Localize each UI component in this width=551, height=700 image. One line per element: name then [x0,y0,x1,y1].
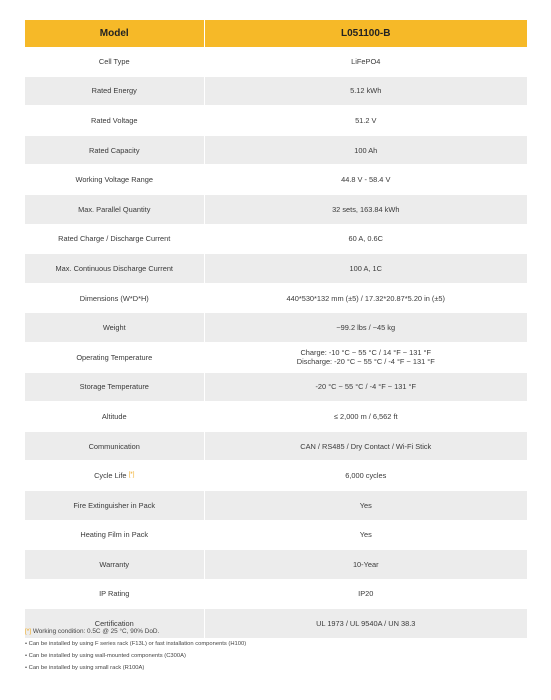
spec-value-text: 100 Ah [354,145,378,155]
spec-label-text: Fire Extinguisher in Pack [73,500,156,510]
spec-label [25,550,204,580]
footnote [25,628,527,635]
spec-value-text: CAN / RS485 / Dry Contact / Wi-Fi Stick [300,441,432,451]
spec-value-text: Yes [359,500,372,510]
spec-label-text: Rated Charge / Discharge Current [58,234,171,244]
spec-label-text: Rated Capacity [88,145,140,155]
spec-label [25,254,204,284]
spec-label-text: Rated Energy [91,86,137,96]
spec-value [204,550,527,580]
footnote-ref: [*] [25,628,32,635]
spec-value [204,135,527,165]
spec-label-text: Weight [102,323,126,333]
footnote-text: Working condition: 0.5C @ 25 °C, 90% DoD. [31,628,160,635]
spec-label-text: Cycle Life [94,471,127,481]
spec-value [204,283,527,313]
table-row [25,520,527,550]
spec-value-text: IP20 [358,589,374,599]
installation-notes [25,641,527,671]
spec-value [204,490,527,520]
table-row [25,431,527,461]
table-row [25,342,527,372]
spec-value [204,402,527,432]
spec-value [204,254,527,284]
spec-value-text: UL 1973 / UL 9540A / UN 38.3 [316,619,416,629]
spec-label-text: Heating Film in Pack [80,530,149,540]
table-row [25,490,527,520]
spec-value [204,313,527,343]
table-row [25,224,527,254]
spec-label [25,106,204,136]
spec-label-text: Communication [88,441,140,451]
spec-value [204,520,527,550]
spec-label [25,490,204,520]
spec-table-body [25,47,527,638]
spec-value-text: -20 °C ~ 55 °C / -4 °F ~ 131 °F [315,382,417,392]
spec-value-text: LiFePO4 [351,56,381,66]
table-row [25,283,527,313]
spec-value-text: 32 sets, 163.84 kWh [332,204,400,214]
table-row [25,194,527,224]
spec-value-text: 100 A, 1C [349,263,382,273]
spec-label [25,135,204,165]
spec-label-text: Certification [94,619,134,629]
spec-value [204,342,527,372]
spec-value [204,194,527,224]
spec-label-text: Storage Temperature [79,382,149,392]
spec-value-text: 44.8 V - 58.4 V [341,175,391,185]
notes-section [25,628,527,677]
table-row [25,135,527,165]
spec-value [204,579,527,609]
spec-label-text: Max. Parallel Quantity [78,204,151,214]
spec-label [25,431,204,461]
spec-label [25,47,204,76]
spec-value [204,372,527,402]
spec-footnote-ref: [*] [128,471,135,479]
spec-value-line: Charge: -10 °C ~ 55 °C / 14 °F ~ 131 °F [300,348,432,358]
note-item: • Can be installed by using small rack (R100A) [25,665,527,671]
spec-label [25,283,204,313]
spec-label [25,579,204,609]
table-row [25,461,527,491]
spec-label-text: Altitude [101,411,127,421]
spec-label [25,224,204,254]
spec-value-text: 5.12 kWh [350,86,382,96]
spec-value-text: 60 A, 0.6C [348,234,383,244]
spec-value-text: 51.2 V [355,115,377,125]
table-row [25,47,527,76]
table-row [25,165,527,195]
table-header-row [25,20,527,47]
spec-label [25,372,204,402]
spec-label [25,342,204,372]
note-item: • Can be installed by using wall-mounted components (C300A) [25,653,527,659]
spec-value [204,165,527,195]
spec-label-text: Rated Voltage [91,115,138,125]
note-item: • Can be installed by using F series rack (F13L) or fast installation components (H100) [25,641,527,647]
spec-label [25,194,204,224]
table-row [25,550,527,580]
table-row [25,372,527,402]
spec-value-text: 10-Year [352,559,379,569]
table-row [25,579,527,609]
table-row [25,254,527,284]
spec-value-text: ≤ 2,000 m / 6,562 ft [333,411,398,421]
spec-label-text: Working Voltage Range [75,175,153,185]
spec-value-text: ~99.2 lbs / ~45 kg [336,323,396,333]
spec-label-text: Max. Continuous Discharge Current [55,263,173,273]
spec-label-text: Cell Type [98,56,130,66]
spec-label [25,165,204,195]
header-model-label: Model [25,20,204,47]
table-row [25,76,527,106]
spec-label-text: Warranty [99,559,130,569]
table-row [25,313,527,343]
spec-label-text: IP Rating [99,589,130,599]
spec-value [204,106,527,136]
spec-value [204,224,527,254]
spec-label-text: Operating Temperature [76,352,153,362]
spec-value [204,431,527,461]
table-row [25,106,527,136]
spec-label [25,76,204,106]
spec-label [25,461,204,491]
spec-label [25,313,204,343]
spec-label [25,520,204,550]
spec-label [25,402,204,432]
spec-value [204,47,527,76]
spec-value-text: 440*530*132 mm (±5) / 17.32*20.87*5.20 in (±5) [286,293,445,303]
spec-value [204,76,527,106]
spec-value [204,461,527,491]
spec-value-line: Discharge: -20 °C ~ 55 °C / -4 °F ~ 131 °F [296,357,435,367]
spec-label-text: Dimensions (W*D*H) [79,293,149,303]
table-row [25,402,527,432]
spec-value-text: 6,000 cycles [345,471,387,481]
header-model-value: L051100-B [204,20,527,47]
spec-value-text: Yes [359,530,372,540]
spec-table [25,20,527,639]
